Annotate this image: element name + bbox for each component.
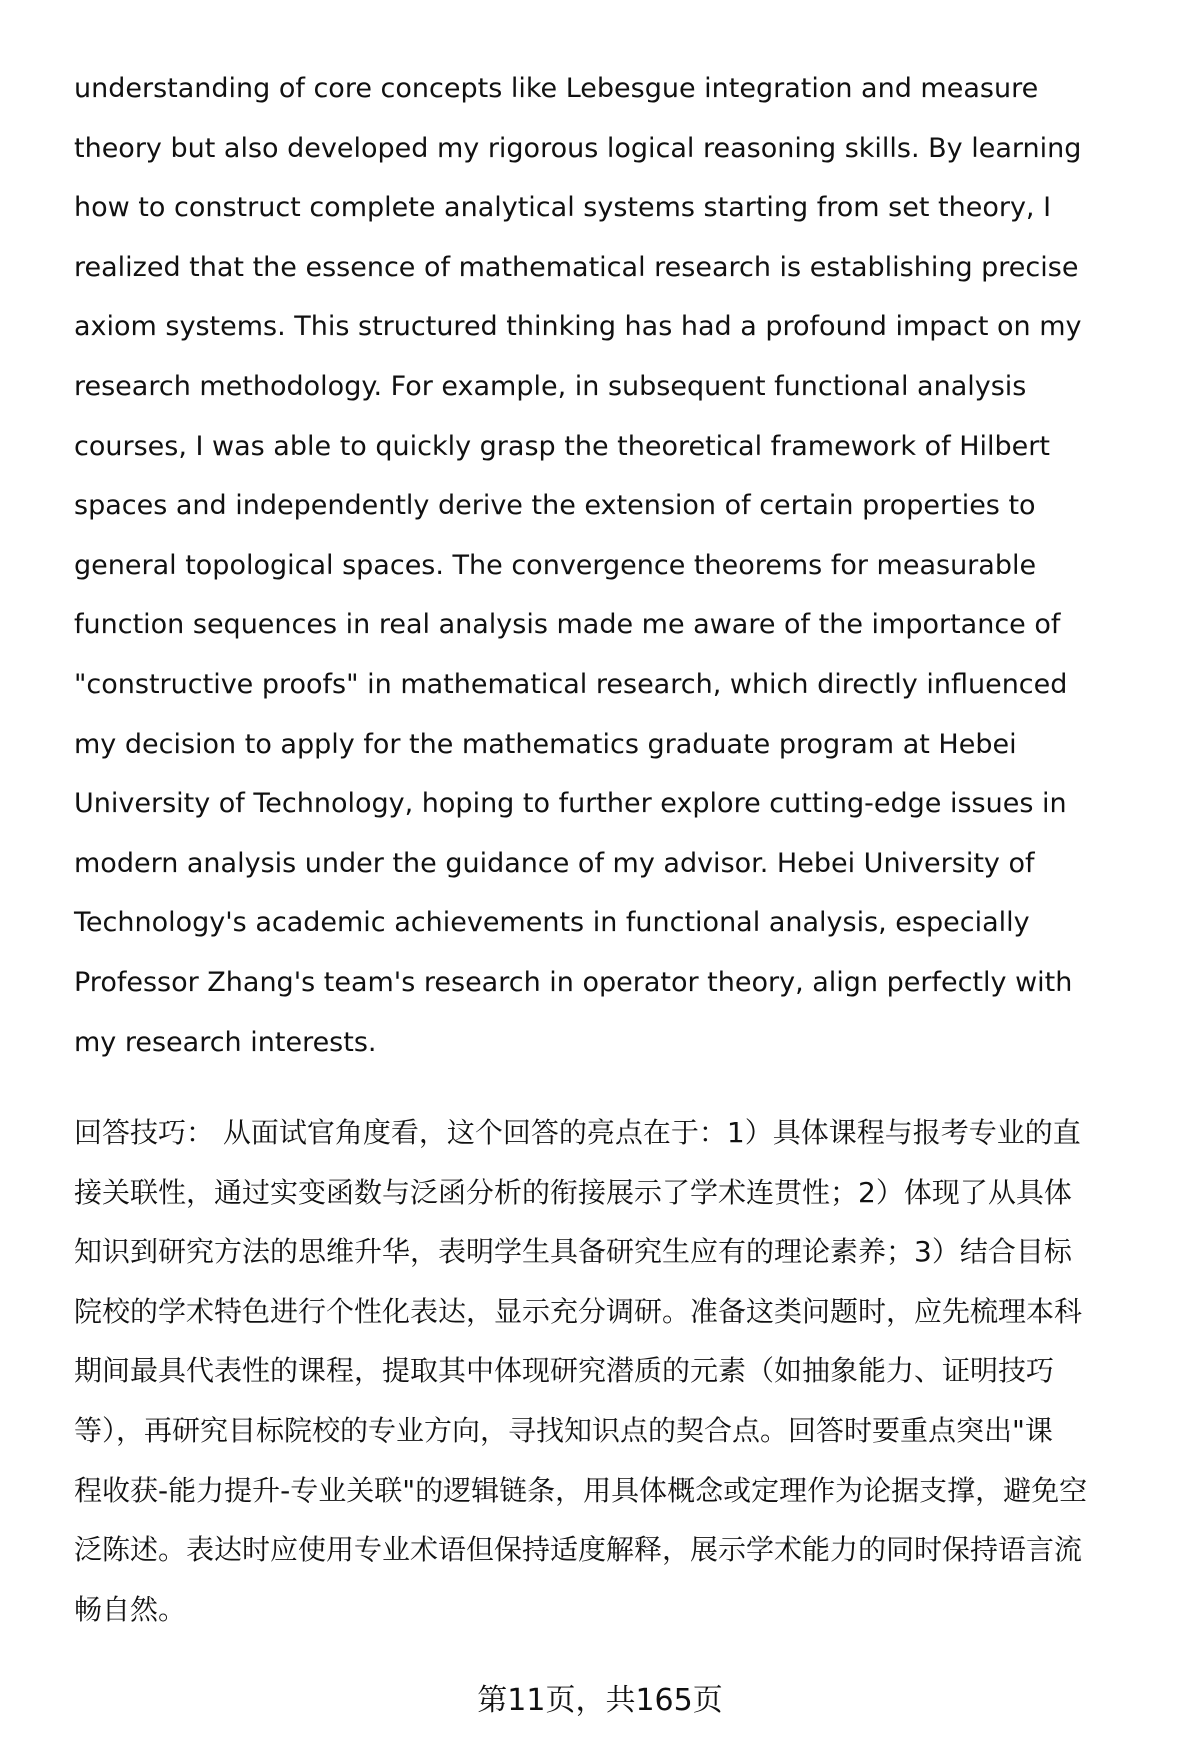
text-line: spaces and independently derive the extension of certain properties to — [74, 490, 1036, 522]
text-line: "constructive proofs" in mathematical research, which directly influenced — [74, 668, 1068, 700]
text-line: theory but also developed my rigorous logical reasoning skills. By learning — [74, 132, 1082, 164]
text-line: 院校的学术特色进行个性化表达，显示充分调研。准备这类问题时，应先梳理本科 — [74, 1294, 1083, 1328]
text-line: understanding of core concepts like Lebesgue integration and measure — [74, 73, 1039, 104]
text-line: 程收获-能力提升-专业关联"的逻辑链条，用具体概念或定理作为论据支撑，避免空 — [74, 1473, 1088, 1507]
text-line: 泛陈述。表达时应使用专业术语但保持适度解释，展示学术能力的同时保持语言流 — [74, 1533, 1083, 1567]
text-line: courses, I was able to quickly grasp the theoretical framework of Hilbert — [74, 430, 1050, 462]
text-line: 畅自然。 — [74, 1592, 187, 1626]
text-line: Professor Zhang's team's research in operator theory, align perfectly with — [74, 966, 1073, 998]
text-line: research methodology. For example, in subsequent functional analysis — [74, 370, 1027, 402]
text-line: 期间最具代表性的课程，提取其中体现研究潜质的元素（如抽象能力、证明技巧 — [74, 1354, 1055, 1388]
text-line: 知识到研究方法的思维升华，表明学生具备研究生应有的理论素养；3）结合目标 — [74, 1235, 1072, 1269]
text-line: general topological spaces. The convergence theorems for measurable — [74, 549, 1037, 581]
text-line: axiom systems. This structured thinking has had a profound impact on my — [74, 311, 1082, 343]
text-line: modern analysis under the guidance of my advisor. Hebei University of — [74, 847, 1035, 879]
answer-tips-paragraph — [74, 1103, 1154, 1639]
text-line: function sequences in real analysis made me aware of the importance of — [74, 609, 1061, 641]
text-line: 接关联性，通过实变函数与泛函分析的衔接展示了学术连贯性；2）体现了从具体 — [74, 1175, 1072, 1209]
text-line: 等），再研究目标院校的专业方向，寻找知识点的契合点。回答时要重点突出"课 — [74, 1413, 1053, 1447]
text-line: my research interests. — [74, 1026, 377, 1058]
page-number: 第11页，共165页 — [477, 1683, 723, 1718]
text-line: University of Technology, hoping to further explore cutting-edge issues in — [74, 788, 1067, 820]
text-line: how to construct complete analytical systems starting from set theory, I — [74, 192, 1052, 224]
text-line: my decision to apply for the mathematics graduate program at Hebei — [74, 728, 1017, 760]
answer-paragraph — [74, 59, 1154, 1072]
text-line: Technology's academic achievements in functional analysis, especially — [74, 907, 1030, 939]
text-line: realized that the essence of mathematical research is establishing precise — [74, 251, 1079, 283]
text-line: 回答技巧： 从面试官角度看，这个回答的亮点在于：1）具体课程与报考专业的直 — [74, 1116, 1081, 1149]
